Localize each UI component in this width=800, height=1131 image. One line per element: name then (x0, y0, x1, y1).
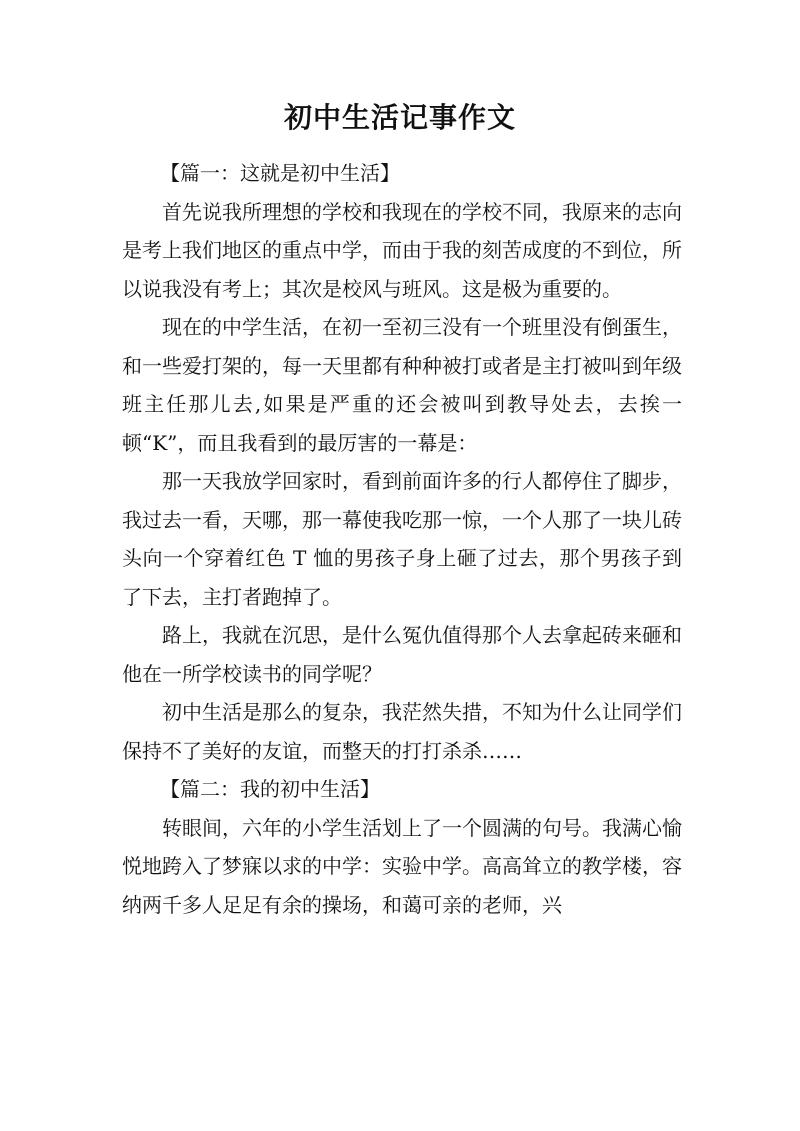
paragraph: 那一天我放学回家时，看到前面许多的行人都停住了脚步，我过去一看，天哪，那一幕使我吃那一惊，一个人那了一块儿砖头向一个穿着红色 T 恤的男孩子身上砸了过去，那个男孩子到了下去，主打者跑掉了。 (122, 469, 682, 609)
document-body (122, 154, 682, 924)
section-1 (122, 154, 682, 770)
document-title: 初中生活记事作文 (283, 101, 516, 134)
paragraph: 首先说我所理想的学校和我现在的学校不同，我原来的志向是考上我们地区的重点中学，而由于我的刻苦成度的不到位，所以说我没有考上；其次是校风与班风。这是极为重要的。 (122, 199, 682, 301)
paragraph: 转眼间，六年的小学生活划上了一个圆满的句号。我满心愉悦地跨入了梦寐以求的中学：实验中学。高高耸立的教学楼，容纳两千多人足足有余的操场，和蔼可亲的老师，兴 (122, 815, 682, 917)
paragraph: 路上，我就在沉思，是什么冤仇值得那个人去拿起砖来砸和他在一所学校读书的同学呢？ (122, 623, 682, 686)
paragraph: 现在的中学生活，在初一至初三没有一个班里没有倒蛋生，和一些爱打架的，每一天里都有种种被打或者是主打被叫到年级班主任那儿去,如果是严重的还会被叫到教导处去，去挨一顿“K”，而且我看到的最厉害的一幕是： (122, 315, 682, 455)
paragraph: 初中生活是那么的复杂，我茫然失措，不知为什么让同学们保持不了美好的友谊，而整天的打打杀杀…… (122, 700, 682, 763)
section-heading: 【篇二：我的初中生活】 (160, 777, 380, 801)
section-2 (122, 770, 682, 924)
section-heading: 【篇一：这就是初中生活】 (160, 161, 400, 185)
